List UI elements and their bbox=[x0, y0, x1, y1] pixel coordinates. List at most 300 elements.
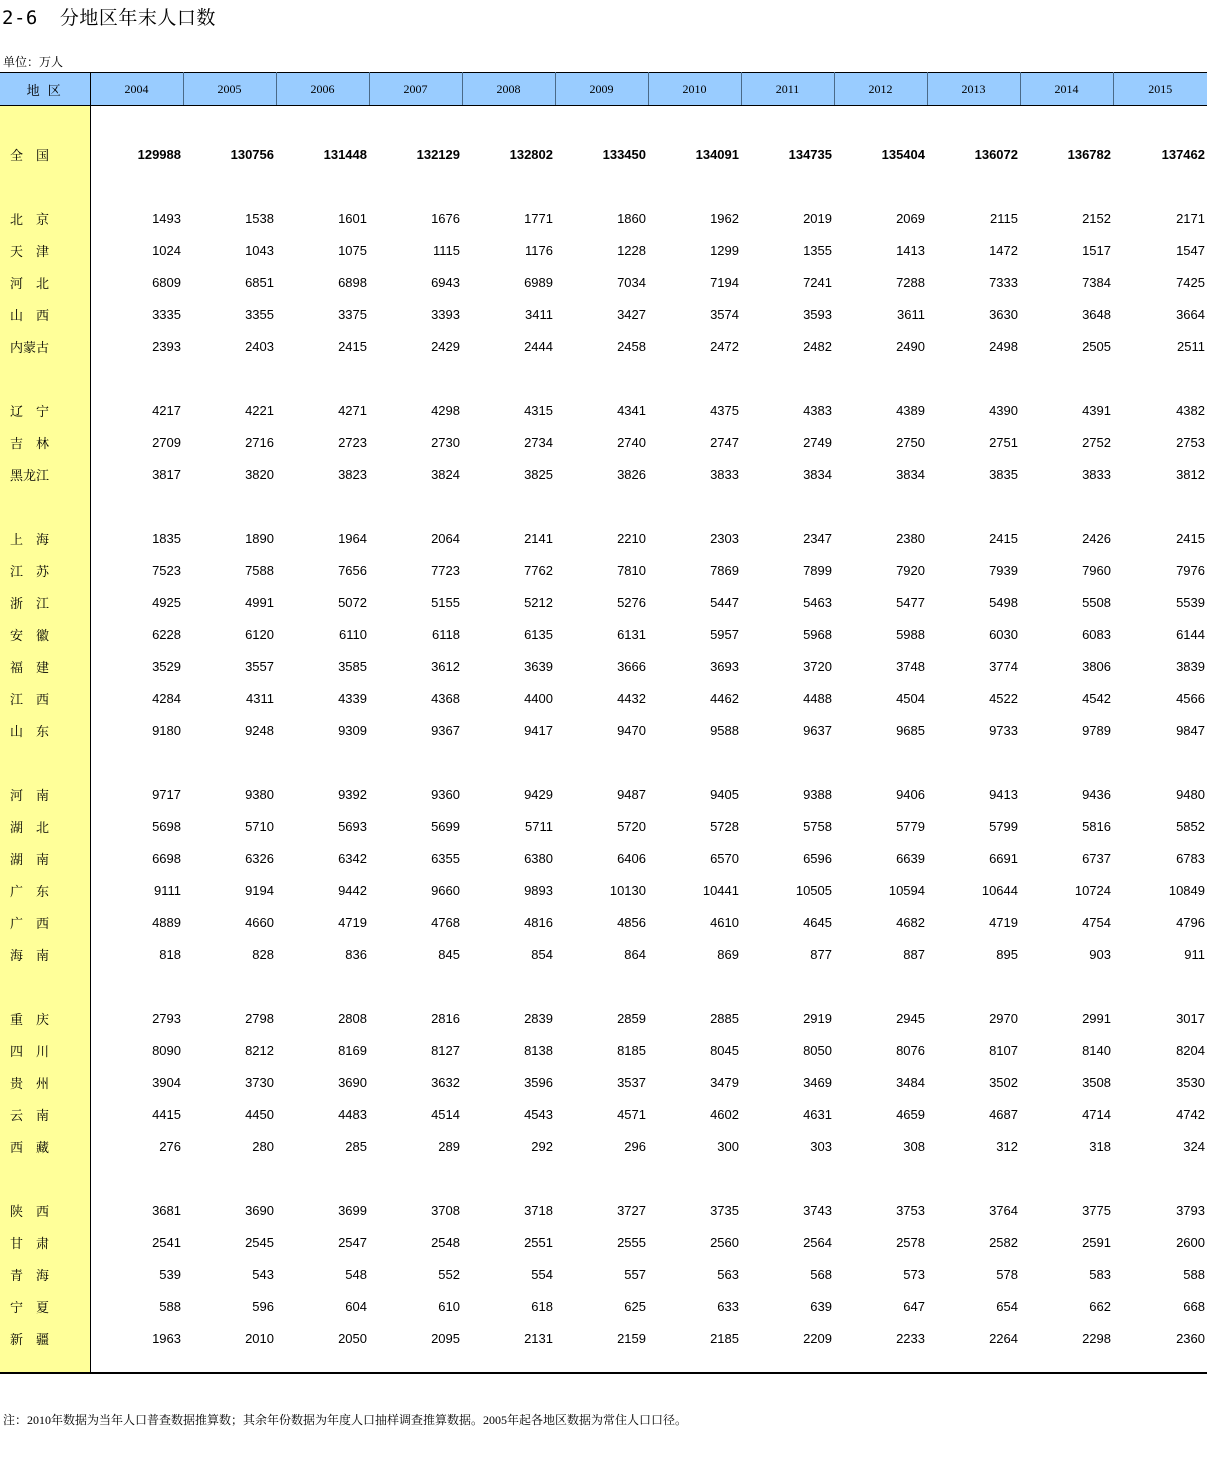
population-cell: 8045 bbox=[710, 1042, 739, 1058]
population-cell: 2919 bbox=[803, 1010, 832, 1026]
population-cell: 4462 bbox=[710, 690, 739, 706]
population-cell: 7333 bbox=[989, 274, 1018, 290]
table-row bbox=[0, 650, 1207, 682]
population-cell: 4390 bbox=[989, 402, 1018, 418]
population-cell: 9660 bbox=[431, 882, 460, 898]
region-name: 山 西 bbox=[0, 298, 90, 330]
population-cell: 588 bbox=[159, 1298, 181, 1314]
population-cell: 7656 bbox=[338, 562, 367, 578]
year-column-header: 2014 bbox=[1020, 73, 1113, 106]
population-cell: 9405 bbox=[710, 786, 739, 802]
population-cell: 2064 bbox=[431, 530, 460, 546]
population-cell: 3502 bbox=[989, 1074, 1018, 1090]
population-cell: 1075 bbox=[338, 242, 367, 258]
population-cell: 9685 bbox=[896, 722, 925, 738]
population-cell: 9406 bbox=[896, 786, 925, 802]
table-row bbox=[0, 138, 1207, 170]
population-cell: 1024 bbox=[152, 242, 181, 258]
region-column-header: 地 区 bbox=[0, 73, 90, 106]
population-cell: 4610 bbox=[710, 914, 739, 930]
population-cell: 828 bbox=[252, 946, 274, 962]
population-cell: 4754 bbox=[1082, 914, 1111, 930]
population-cell: 7288 bbox=[896, 274, 925, 290]
table-row bbox=[0, 1002, 1207, 1034]
population-cell: 3690 bbox=[338, 1074, 367, 1090]
population-cell: 2547 bbox=[338, 1234, 367, 1250]
table-row bbox=[0, 298, 1207, 330]
population-cell: 303 bbox=[810, 1138, 832, 1154]
region-name: 重 庆 bbox=[0, 1002, 90, 1034]
region-name: 海 南 bbox=[0, 938, 90, 970]
spacer-row bbox=[0, 1354, 1207, 1373]
population-cell: 4391 bbox=[1082, 402, 1111, 418]
population-cell: 5720 bbox=[617, 818, 646, 834]
population-cell: 2808 bbox=[338, 1010, 367, 1026]
population-cell: 4221 bbox=[245, 402, 274, 418]
table-row bbox=[0, 234, 1207, 266]
population-cell: 1176 bbox=[525, 242, 553, 258]
population-cell: 4311 bbox=[246, 690, 274, 706]
population-cell: 4415 bbox=[152, 1106, 181, 1122]
population-cell: 3611 bbox=[897, 306, 925, 322]
year-column-header: 2010 bbox=[648, 73, 741, 106]
year-column-header: 2015 bbox=[1113, 73, 1207, 106]
population-cell: 2095 bbox=[431, 1330, 460, 1346]
population-cell: 5779 bbox=[896, 818, 925, 834]
region-name: 陕 西 bbox=[0, 1194, 90, 1226]
spacer-row bbox=[0, 970, 1207, 1002]
population-cell: 7194 bbox=[710, 274, 739, 290]
population-cell: 1538 bbox=[245, 210, 274, 226]
table-body bbox=[0, 106, 1207, 1374]
population-cell: 308 bbox=[903, 1138, 925, 1154]
population-cell: 4889 bbox=[152, 914, 181, 930]
population-cell: 136782 bbox=[1067, 146, 1111, 162]
table-row bbox=[0, 810, 1207, 842]
population-cell: 2458 bbox=[617, 338, 646, 354]
population-cell: 7920 bbox=[896, 562, 925, 578]
population-cell: 3393 bbox=[431, 306, 460, 322]
table-row bbox=[0, 330, 1207, 362]
population-cell: 4768 bbox=[431, 914, 460, 930]
population-cell: 3411 bbox=[525, 306, 553, 322]
population-cell: 8127 bbox=[431, 1042, 460, 1058]
population-cell: 2798 bbox=[245, 1010, 274, 1026]
table-row bbox=[0, 1034, 1207, 1066]
population-cell: 6355 bbox=[431, 850, 460, 866]
region-name: 辽 宁 bbox=[0, 394, 90, 426]
population-cell: 9847 bbox=[1176, 722, 1205, 738]
population-cell: 877 bbox=[810, 946, 832, 962]
table-row bbox=[0, 586, 1207, 618]
population-cell: 4566 bbox=[1176, 690, 1205, 706]
population-cell: 3904 bbox=[152, 1074, 181, 1090]
region-name: 安 徽 bbox=[0, 618, 90, 650]
population-cell: 5711 bbox=[525, 818, 553, 834]
population-cell: 2555 bbox=[617, 1234, 646, 1250]
year-column-header: 2004 bbox=[90, 73, 183, 106]
population-cell: 8212 bbox=[245, 1042, 274, 1058]
population-cell: 3708 bbox=[431, 1202, 460, 1218]
population-cell: 2185 bbox=[710, 1330, 739, 1346]
table-row bbox=[0, 522, 1207, 554]
page-title bbox=[2, 5, 216, 31]
population-cell: 2393 bbox=[152, 338, 181, 354]
population-cell: 2303 bbox=[710, 530, 739, 546]
population-cell: 7869 bbox=[710, 562, 739, 578]
population-cell: 2545 bbox=[245, 1234, 274, 1250]
population-cell: 4383 bbox=[803, 402, 832, 418]
population-cell: 9442 bbox=[338, 882, 367, 898]
population-cell: 668 bbox=[1183, 1298, 1205, 1314]
population-cell: 6342 bbox=[338, 850, 367, 866]
population-cell: 6380 bbox=[524, 850, 553, 866]
population-cell: 6406 bbox=[617, 850, 646, 866]
population-cell: 6596 bbox=[803, 850, 832, 866]
population-cell: 6737 bbox=[1082, 850, 1111, 866]
population-cell: 8050 bbox=[803, 1042, 832, 1058]
population-cell: 5816 bbox=[1082, 818, 1111, 834]
population-cell: 5988 bbox=[896, 626, 925, 642]
population-cell: 818 bbox=[159, 946, 181, 962]
population-cell: 854 bbox=[531, 946, 553, 962]
population-cell: 625 bbox=[624, 1298, 646, 1314]
population-cell: 4339 bbox=[338, 690, 367, 706]
population-cell: 2131 bbox=[524, 1330, 553, 1346]
region-name: 内蒙古 bbox=[0, 330, 90, 362]
population-cell: 2578 bbox=[896, 1234, 925, 1250]
population-cell: 2444 bbox=[524, 338, 553, 354]
population-cell: 280 bbox=[252, 1138, 274, 1154]
population-cell: 6144 bbox=[1176, 626, 1205, 642]
population-cell: 2426 bbox=[1082, 530, 1111, 546]
population-cell: 2750 bbox=[896, 434, 925, 450]
population-cell: 10505 bbox=[795, 882, 832, 898]
region-name: 吉 林 bbox=[0, 426, 90, 458]
population-cell: 554 bbox=[531, 1266, 553, 1282]
year-column-header: 2012 bbox=[834, 73, 927, 106]
population-cell: 654 bbox=[996, 1298, 1018, 1314]
population-cell: 134091 bbox=[695, 146, 739, 162]
population-cell: 1413 bbox=[896, 242, 925, 258]
population-cell: 3693 bbox=[710, 658, 739, 674]
table-number: 2-6 bbox=[2, 7, 38, 29]
population-cell: 2210 bbox=[617, 530, 646, 546]
population-cell: 2753 bbox=[1176, 434, 1205, 450]
population-cell: 3720 bbox=[803, 658, 832, 674]
population-cell: 1493 bbox=[152, 210, 181, 226]
population-cell: 2171 bbox=[1176, 210, 1205, 226]
spacer-row bbox=[0, 362, 1207, 394]
table-row bbox=[0, 906, 1207, 938]
table-row bbox=[0, 554, 1207, 586]
population-cell: 9413 bbox=[989, 786, 1018, 802]
population-cell: 3648 bbox=[1082, 306, 1111, 322]
population-cell: 6639 bbox=[896, 850, 925, 866]
population-cell: 6110 bbox=[339, 626, 367, 642]
population-cell: 1890 bbox=[245, 530, 274, 546]
population-cell: 662 bbox=[1089, 1298, 1111, 1314]
population-cell: 2347 bbox=[803, 530, 832, 546]
population-cell: 2415 bbox=[1176, 530, 1205, 546]
population-cell: 4522 bbox=[989, 690, 1018, 706]
population-cell: 2945 bbox=[896, 1010, 925, 1026]
population-cell: 1547 bbox=[1176, 242, 1205, 258]
population-cell: 4660 bbox=[245, 914, 274, 930]
population-cell: 6898 bbox=[338, 274, 367, 290]
population-cell: 3017 bbox=[1176, 1010, 1205, 1026]
population-cell: 4682 bbox=[896, 914, 925, 930]
population-cell: 3596 bbox=[524, 1074, 553, 1090]
population-cell: 1860 bbox=[617, 210, 646, 226]
table-row bbox=[0, 1258, 1207, 1290]
population-cell: 8107 bbox=[989, 1042, 1018, 1058]
table-row bbox=[0, 394, 1207, 426]
population-cell: 5758 bbox=[803, 818, 832, 834]
population-cell: 4504 bbox=[896, 690, 925, 706]
population-cell: 7034 bbox=[617, 274, 646, 290]
region-name: 甘 肃 bbox=[0, 1226, 90, 1258]
population-cell: 3825 bbox=[524, 466, 553, 482]
region-name: 江 苏 bbox=[0, 554, 90, 586]
population-cell: 9893 bbox=[524, 882, 553, 898]
population-cell: 563 bbox=[717, 1266, 739, 1282]
region-name: 北 京 bbox=[0, 202, 90, 234]
population-cell: 9733 bbox=[989, 722, 1018, 738]
table-row bbox=[0, 778, 1207, 810]
population-cell: 9248 bbox=[245, 722, 274, 738]
population-cell: 3718 bbox=[524, 1202, 553, 1218]
population-cell: 3835 bbox=[989, 466, 1018, 482]
population-cell: 3793 bbox=[1176, 1202, 1205, 1218]
population-cell: 2839 bbox=[524, 1010, 553, 1026]
population-cell: 557 bbox=[624, 1266, 646, 1282]
population-cell: 1964 bbox=[338, 530, 367, 546]
population-cell: 2490 bbox=[896, 338, 925, 354]
population-cell: 2716 bbox=[245, 434, 274, 450]
population-cell: 2793 bbox=[152, 1010, 181, 1026]
population-cell: 2498 bbox=[989, 338, 1018, 354]
population-cell: 3820 bbox=[245, 466, 274, 482]
population-cell: 4341 bbox=[617, 402, 646, 418]
population-cell: 5155 bbox=[431, 594, 460, 610]
footnote: 注：2010年数据为当年人口普查数据推算数；其余年份数据为年度人口抽样调查推算数据。2005年起各地区数据为常住人口口径。 bbox=[3, 1413, 688, 1427]
region-name: 青 海 bbox=[0, 1258, 90, 1290]
population-cell: 2723 bbox=[338, 434, 367, 450]
population-cell: 3823 bbox=[338, 466, 367, 482]
population-cell: 9637 bbox=[803, 722, 832, 738]
population-cell: 8204 bbox=[1176, 1042, 1205, 1058]
population-cell: 1676 bbox=[431, 210, 460, 226]
population-cell: 5799 bbox=[989, 818, 1018, 834]
population-cell: 1115 bbox=[433, 242, 460, 258]
population-cell: 6989 bbox=[524, 274, 553, 290]
population-cell: 4991 bbox=[245, 594, 274, 610]
population-cell: 7384 bbox=[1082, 274, 1111, 290]
population-cell: 292 bbox=[531, 1138, 553, 1154]
population-cell: 9429 bbox=[524, 786, 553, 802]
population-cell: 6120 bbox=[245, 626, 274, 642]
population-cell: 131448 bbox=[323, 146, 367, 162]
population-cell: 132802 bbox=[509, 146, 553, 162]
region-name: 宁 夏 bbox=[0, 1290, 90, 1322]
region-name: 山 东 bbox=[0, 714, 90, 746]
population-cell: 7960 bbox=[1082, 562, 1111, 578]
population-cell: 5212 bbox=[524, 594, 553, 610]
spacer-row bbox=[0, 170, 1207, 202]
population-cell: 3666 bbox=[617, 658, 646, 674]
population-cell: 3764 bbox=[989, 1202, 1018, 1218]
population-cell: 5276 bbox=[617, 594, 646, 610]
region-name: 河 南 bbox=[0, 778, 90, 810]
population-cell: 7723 bbox=[431, 562, 460, 578]
population-cell: 3817 bbox=[152, 466, 181, 482]
population-cell: 9717 bbox=[152, 786, 181, 802]
population-cell: 1043 bbox=[245, 242, 274, 258]
population-cell: 3681 bbox=[152, 1202, 181, 1218]
population-cell: 1963 bbox=[152, 1330, 181, 1346]
population-cell: 9360 bbox=[431, 786, 460, 802]
population-cell: 3427 bbox=[617, 306, 646, 322]
population-cell: 3537 bbox=[617, 1074, 646, 1090]
population-cell: 5699 bbox=[431, 818, 460, 834]
table-row bbox=[0, 874, 1207, 906]
population-cell: 5477 bbox=[896, 594, 925, 610]
population-cell: 2429 bbox=[431, 338, 460, 354]
population-cell: 2709 bbox=[152, 434, 181, 450]
population-cell: 3833 bbox=[710, 466, 739, 482]
population-cell: 4645 bbox=[803, 914, 832, 930]
population-cell: 3699 bbox=[338, 1202, 367, 1218]
year-column-header: 2005 bbox=[183, 73, 276, 106]
population-cell: 3690 bbox=[245, 1202, 274, 1218]
population-cell: 7810 bbox=[617, 562, 646, 578]
population-cell: 7976 bbox=[1176, 562, 1205, 578]
population-cell: 136072 bbox=[974, 146, 1018, 162]
spacer-row bbox=[0, 1162, 1207, 1194]
population-cell: 10441 bbox=[702, 882, 739, 898]
population-cell: 9417 bbox=[524, 722, 553, 738]
population-cell: 137462 bbox=[1161, 146, 1205, 162]
table-row bbox=[0, 202, 1207, 234]
region-name: 四 川 bbox=[0, 1034, 90, 1066]
population-cell: 9194 bbox=[245, 882, 274, 898]
population-cell: 1355 bbox=[803, 242, 832, 258]
population-cell: 5852 bbox=[1176, 818, 1205, 834]
population-cell: 548 bbox=[345, 1266, 367, 1282]
population-cell: 3735 bbox=[710, 1202, 739, 1218]
population-cell: 4742 bbox=[1176, 1106, 1205, 1122]
year-column-header: 2011 bbox=[741, 73, 834, 106]
population-cell: 3530 bbox=[1176, 1074, 1205, 1090]
population-cell: 2152 bbox=[1082, 210, 1111, 226]
population-cell: 3727 bbox=[617, 1202, 646, 1218]
population-cell: 5968 bbox=[803, 626, 832, 642]
population-cell: 2752 bbox=[1082, 434, 1111, 450]
population-cell: 4400 bbox=[524, 690, 553, 706]
population-cell: 6326 bbox=[245, 850, 274, 866]
population-cell: 2415 bbox=[989, 530, 1018, 546]
population-cell: 2115 bbox=[990, 210, 1018, 226]
population-cell: 9380 bbox=[245, 786, 274, 802]
population-cell: 596 bbox=[252, 1298, 274, 1314]
population-cell: 9480 bbox=[1176, 786, 1205, 802]
population-cell: 1835 bbox=[152, 530, 181, 546]
population-cell: 618 bbox=[531, 1298, 553, 1314]
population-cell: 2740 bbox=[617, 434, 646, 450]
population-cell: 2551 bbox=[524, 1234, 553, 1250]
region-name: 西 藏 bbox=[0, 1130, 90, 1162]
table-row bbox=[0, 1194, 1207, 1226]
population-cell: 588 bbox=[1183, 1266, 1205, 1282]
population-cell: 10724 bbox=[1074, 882, 1111, 898]
population-cell: 2582 bbox=[989, 1234, 1018, 1250]
region-name: 江 西 bbox=[0, 682, 90, 714]
population-cell: 3806 bbox=[1082, 658, 1111, 674]
population-cell: 2019 bbox=[803, 210, 832, 226]
population-cell: 583 bbox=[1089, 1266, 1111, 1282]
population-cell: 8140 bbox=[1082, 1042, 1111, 1058]
population-cell: 9392 bbox=[338, 786, 367, 802]
population-cell: 3834 bbox=[896, 466, 925, 482]
population-cell: 3469 bbox=[803, 1074, 832, 1090]
region-name: 全 国 bbox=[0, 138, 90, 170]
population-cell: 3775 bbox=[1082, 1202, 1111, 1218]
population-cell: 3335 bbox=[152, 306, 181, 322]
table-row bbox=[0, 1322, 1207, 1354]
population-cell: 4389 bbox=[896, 402, 925, 418]
region-name: 福 建 bbox=[0, 650, 90, 682]
population-cell: 1228 bbox=[617, 242, 646, 258]
population-cell: 4315 bbox=[524, 402, 553, 418]
population-cell: 3630 bbox=[989, 306, 1018, 322]
population-cell: 2511 bbox=[1177, 338, 1205, 354]
population-cell: 2209 bbox=[803, 1330, 832, 1346]
population-cell: 276 bbox=[159, 1138, 181, 1154]
year-column-header: 2008 bbox=[462, 73, 555, 106]
population-cell: 2548 bbox=[431, 1234, 460, 1250]
population-cell: 2885 bbox=[710, 1010, 739, 1026]
population-cell: 2991 bbox=[1082, 1010, 1111, 1026]
population-cell: 4450 bbox=[245, 1106, 274, 1122]
population-cell: 3826 bbox=[617, 466, 646, 482]
population-cell: 2505 bbox=[1082, 338, 1111, 354]
unit-label: 单位：万人 bbox=[3, 55, 64, 69]
population-cell: 2734 bbox=[524, 434, 553, 450]
population-cell: 610 bbox=[438, 1298, 460, 1314]
population-cell: 10130 bbox=[609, 882, 646, 898]
population-cell: 9111 bbox=[154, 882, 181, 898]
population-cell: 4816 bbox=[524, 914, 553, 930]
population-cell: 2751 bbox=[989, 434, 1018, 450]
population-cell: 3612 bbox=[431, 658, 460, 674]
population-cell: 4542 bbox=[1082, 690, 1111, 706]
population-cell: 845 bbox=[438, 946, 460, 962]
population-cell: 539 bbox=[159, 1266, 181, 1282]
region-name: 上 海 bbox=[0, 522, 90, 554]
population-cell: 5698 bbox=[152, 818, 181, 834]
population-cell: 6570 bbox=[710, 850, 739, 866]
population-cell: 8169 bbox=[338, 1042, 367, 1058]
population-cell: 3824 bbox=[431, 466, 460, 482]
region-name: 黑龙江 bbox=[0, 458, 90, 490]
population-cell: 3743 bbox=[803, 1202, 832, 1218]
population-cell: 6809 bbox=[152, 274, 181, 290]
population-cell: 4714 bbox=[1082, 1106, 1111, 1122]
population-cell: 1472 bbox=[989, 242, 1018, 258]
table-row bbox=[0, 938, 1207, 970]
population-cell: 1962 bbox=[710, 210, 739, 226]
